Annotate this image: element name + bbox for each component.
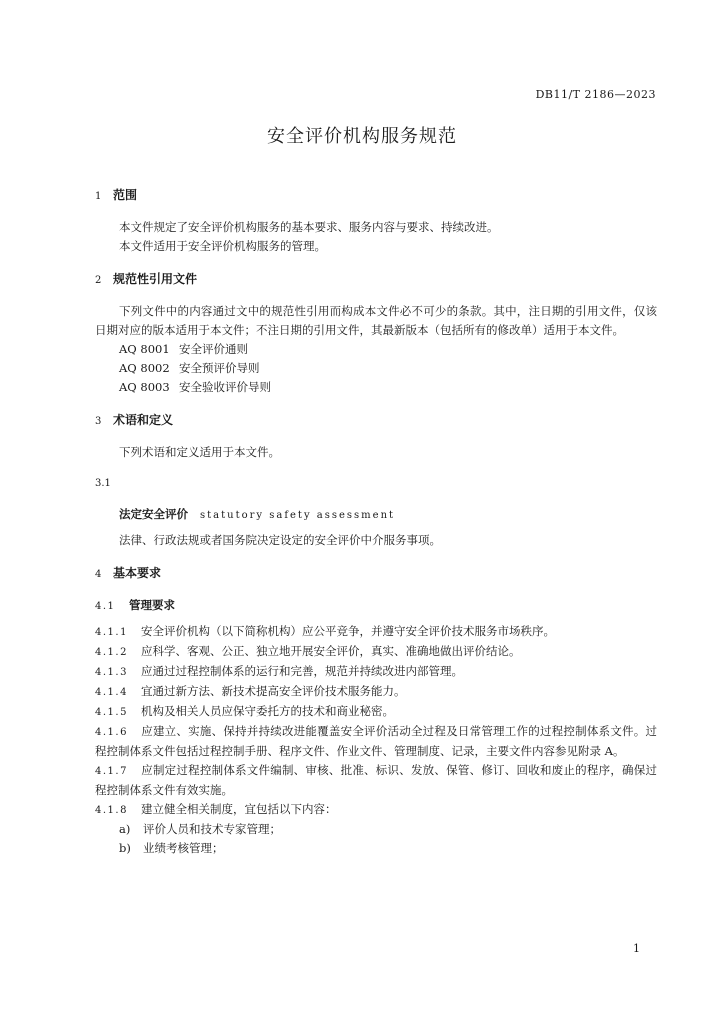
clause-number: 4.1.4 — [95, 687, 128, 698]
subsection-title: 管理要求 — [129, 598, 175, 612]
term-entry — [95, 505, 657, 525]
clause-number: 4.1.2 — [95, 647, 128, 658]
clause-text: 应科学、客观、公正、独立地开展安全评价，真实、准确地做出评价结论。 — [141, 644, 521, 658]
clause-number: 4.1.8 — [95, 805, 128, 816]
section-title: 基本要求 — [113, 566, 162, 580]
clause — [95, 642, 657, 662]
clause-number: 4.1.7 — [95, 766, 128, 777]
section-title: 范围 — [113, 188, 138, 202]
section-number: 3 — [95, 416, 102, 427]
term-chinese: 法定安全评价 — [119, 507, 188, 521]
page-number: 1 — [633, 942, 640, 955]
clause — [95, 722, 657, 761]
reference-code: AQ 8002 — [119, 361, 170, 375]
section-heading-scope — [95, 186, 657, 206]
list-item — [95, 820, 657, 839]
clause — [95, 702, 657, 722]
section-number: 2 — [95, 275, 102, 286]
section-heading-terms — [95, 411, 657, 431]
clause-text: 安全评价机构（以下简称机构）应公平竞争，并遵守安全评价技术服务市场秩序。 — [141, 624, 555, 638]
term-number: 3.1 — [95, 478, 111, 489]
clause-text: 宜通过新方法、新技术提高安全评价技术服务能力。 — [141, 684, 406, 698]
clause — [95, 622, 657, 642]
reference-name: 安全预评价导则 — [179, 361, 260, 375]
clause-text: 应建立、实施、保持并持续改进能覆盖安全评价活动全过程及日常管理工作的过程控制体系文件。过程控制体系文件包括过程控制手册、程序文件、作业文件、管理制度、记录，主要文件内容参见附录 A。 — [95, 724, 657, 758]
list-text: 评价人员和技术专家管理； — [143, 822, 281, 836]
clause-text: 机构及相关人员应保守委托方的技术和商业秘密。 — [141, 704, 394, 718]
clause — [95, 761, 657, 800]
list-marker: b) — [119, 841, 131, 855]
document-title: 安全评价机构服务规范 — [267, 126, 457, 147]
clause-text: 应制定过程控制体系文件编制、审核、批准、标识、发放、保管、修订、回收和废止的程序，确保过程控制体系文件有效实施。 — [95, 763, 657, 797]
paragraph: 下列文件中的内容通过文中的规范性引用而构成本文件必不可少的条款。其中，注日期的引用文件，仅该日期对应的版本适用于本文件；不注日期的引用文件，其最新版本（包括所有的修改单）适用于本文件。 — [95, 304, 657, 337]
section-number: 4 — [95, 569, 102, 580]
reference-name: 安全评价通则 — [179, 342, 248, 356]
reference-item — [95, 359, 657, 378]
section-heading-basic-requirements — [95, 564, 657, 584]
section-number: 1 — [95, 191, 102, 202]
clause — [95, 682, 657, 702]
section-title: 规范性引用文件 — [113, 272, 198, 286]
term-english: statutory safety assessment — [200, 510, 396, 521]
clause-number: 4.1.6 — [95, 727, 128, 738]
reference-name: 安全验收评价导则 — [179, 380, 271, 394]
list-marker: a) — [119, 822, 131, 836]
clause — [95, 800, 657, 820]
clause — [95, 662, 657, 682]
section-heading-normative-references — [95, 270, 657, 290]
subsection-number: 4.1 — [95, 601, 116, 612]
clause-text: 应通过过程控制体系的运行和完善，规范并持续改进内部管理。 — [141, 664, 463, 678]
term-definition: 法律、行政法规或者国务院决定设定的安全评价中介服务事项。 — [119, 533, 441, 547]
section-title: 术语和定义 — [113, 413, 174, 427]
clause-number: 4.1.3 — [95, 667, 128, 678]
clause-text: 建立健全相关制度，宜包括以下内容： — [141, 802, 337, 816]
paragraph: 下列术语和定义适用于本文件。 — [119, 445, 280, 459]
clause-number: 4.1.1 — [95, 627, 128, 638]
document-body — [95, 186, 657, 858]
paragraph: 本文件适用于安全评价机构服务的管理。 — [119, 239, 326, 253]
reference-item — [95, 340, 657, 359]
reference-code: AQ 8003 — [119, 380, 170, 394]
list-item — [95, 839, 657, 858]
subsection-heading-management — [95, 596, 657, 616]
reference-item — [95, 378, 657, 397]
paragraph: 本文件规定了安全评价机构服务的基本要求、服务内容与要求、持续改进。 — [119, 220, 499, 234]
list-text: 业绩考核管理； — [143, 841, 224, 855]
reference-code: AQ 8001 — [119, 342, 170, 356]
standard-code: DB11/T 2186—2023 — [535, 88, 656, 101]
clause-number: 4.1.5 — [95, 707, 128, 718]
